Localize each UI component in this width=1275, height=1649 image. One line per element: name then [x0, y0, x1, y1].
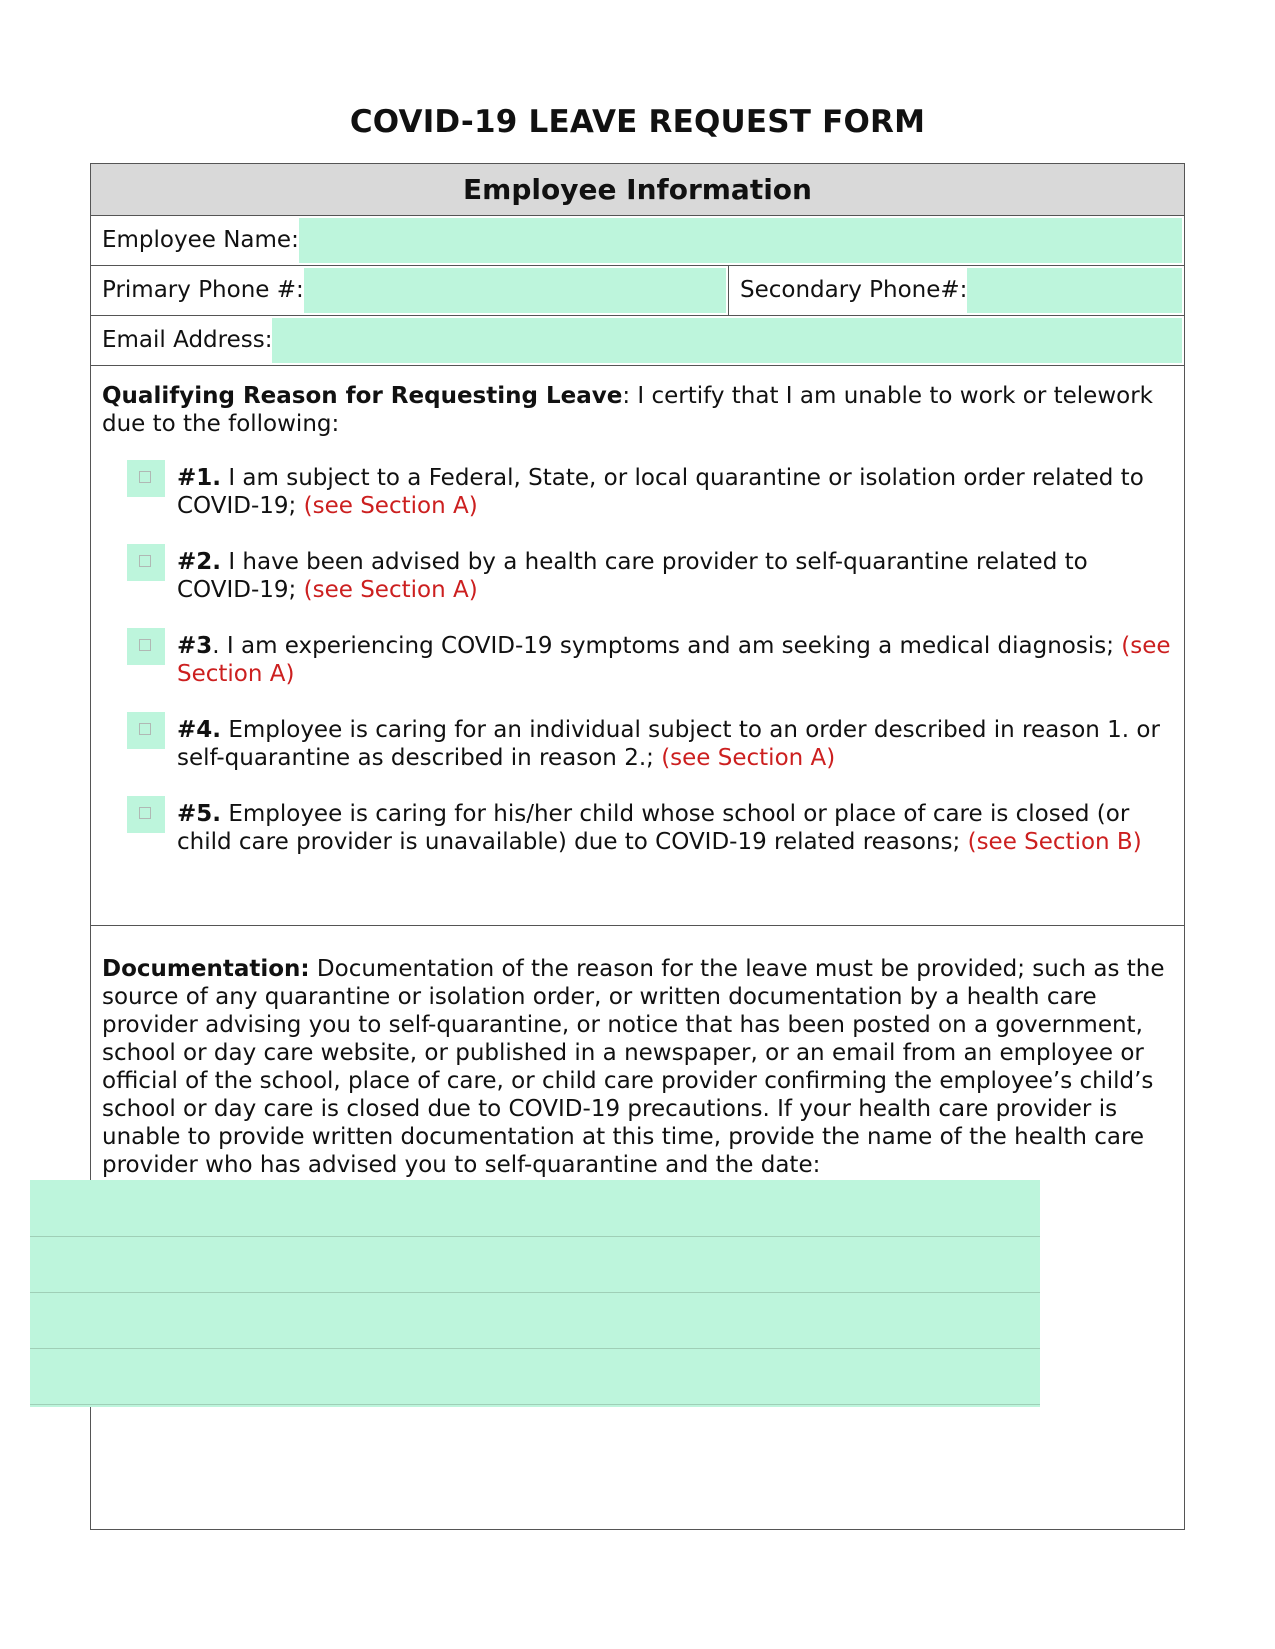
secondary-phone-cell	[728, 266, 1184, 315]
reason-description: . I am experiencing COVID-19 symptoms and am seeking a medical diagnosis;	[212, 633, 1122, 659]
documentation-line-divider	[30, 1348, 1040, 1349]
employee-name-field[interactable]	[299, 218, 1182, 263]
form-title: COVID-19 LEAVE REQUEST FORM	[349, 104, 926, 140]
reason-5-text	[177, 800, 1172, 856]
primary-phone-field[interactable]	[304, 268, 726, 313]
reason-item-1	[102, 464, 1172, 520]
employee-information-heading: Employee Information	[91, 164, 1184, 216]
reason-item-5	[102, 800, 1172, 856]
qualifying-heading: Qualifying Reason for Requesting Leave	[102, 383, 623, 409]
reason-number: #1.	[177, 465, 222, 491]
primary-phone-label: Primary Phone #:	[102, 277, 304, 303]
reason-description: Employee is caring for his/her child whose school or place of care is closed (or child care provider is unavailable) due to COVID-19 related reasons;	[177, 801, 1130, 855]
reason-number: #2.	[177, 549, 222, 575]
checkbox-square-icon	[139, 639, 151, 651]
documentation-line-divider	[30, 1404, 1040, 1405]
checkbox-square-icon	[139, 723, 151, 735]
checkbox-square-icon	[139, 555, 151, 567]
section-reference: (see Section A)	[661, 745, 836, 771]
qualifying-intro-text: : I certify that I am unable to work or telework due to the following:	[102, 383, 1153, 437]
reason-number: #3	[177, 633, 213, 659]
reason-3-checkbox[interactable]	[127, 628, 165, 665]
reason-description: Employee is caring for an individual subject to an order described in reason 1. or self-quarantine as described in reason 2.;	[177, 717, 1160, 771]
primary-phone-cell	[91, 266, 728, 315]
section-reference: (see Section A)	[303, 577, 478, 603]
email-label: Email Address:	[102, 327, 273, 353]
email-cell	[91, 316, 1184, 365]
documentation-line-divider	[30, 1292, 1040, 1293]
secondary-phone-field[interactable]	[967, 268, 1182, 313]
email-field[interactable]	[272, 318, 1182, 363]
reason-1-checkbox[interactable]	[127, 460, 165, 497]
section-reference: (see Section A)	[177, 633, 1171, 687]
secondary-phone-label: Secondary Phone#:	[740, 277, 968, 303]
reason-item-4	[102, 716, 1172, 772]
checkbox-square-icon	[139, 471, 151, 483]
phone-row	[91, 266, 1184, 316]
reason-5-checkbox[interactable]	[127, 796, 165, 833]
reason-4-checkbox[interactable]	[127, 712, 165, 749]
documentation-section	[91, 926, 1184, 1179]
reason-description: I am subject to a Federal, State, or local quarantine or isolation order related to COVID-19;	[177, 465, 1144, 519]
section-reference: (see Section A)	[303, 493, 478, 519]
reason-2-text	[177, 548, 1172, 604]
email-row	[91, 316, 1184, 366]
documentation-lines-field[interactable]	[30, 1180, 1040, 1407]
reason-list	[102, 464, 1172, 856]
employee-name-row	[91, 216, 1184, 266]
qualifying-reason-section	[91, 366, 1184, 926]
employee-name-cell	[91, 216, 1184, 265]
reason-3-text	[177, 632, 1172, 688]
reason-number: #4.	[177, 717, 222, 743]
reason-item-3	[102, 632, 1172, 688]
reason-description: I have been advised by a health care provider to self-quarantine related to COVID-19;	[177, 549, 1088, 603]
reason-4-text	[177, 716, 1172, 772]
section-reference: (see Section B)	[967, 829, 1142, 855]
checkbox-square-icon	[139, 807, 151, 819]
documentation-text: Documentation of the reason for the leave must be provided; such as the source of any quarantine or isolation order, or written documentation by a health care provider advising you to self-quarantine, or notice that has been posted on a government, school or day care website, or published in a newspaper, or an email from an employee or official of the school, place of care, or child care provider confirming the employee’s child’s school or day care is closed due to COVID-19 precautions. If your health care provider is unable to provide written documentation at this time, provide the name of the health care provider who has advised you to self-quarantine and the date:	[102, 956, 1165, 1178]
reason-item-2	[102, 548, 1172, 604]
reason-2-checkbox[interactable]	[127, 544, 165, 581]
documentation-line-divider	[30, 1236, 1040, 1237]
qualifying-intro	[102, 382, 1172, 438]
documentation-heading: Documentation:	[102, 956, 310, 982]
reason-1-text	[177, 464, 1172, 520]
employee-name-label: Employee Name:	[102, 227, 299, 253]
reason-number: #5.	[177, 801, 222, 827]
